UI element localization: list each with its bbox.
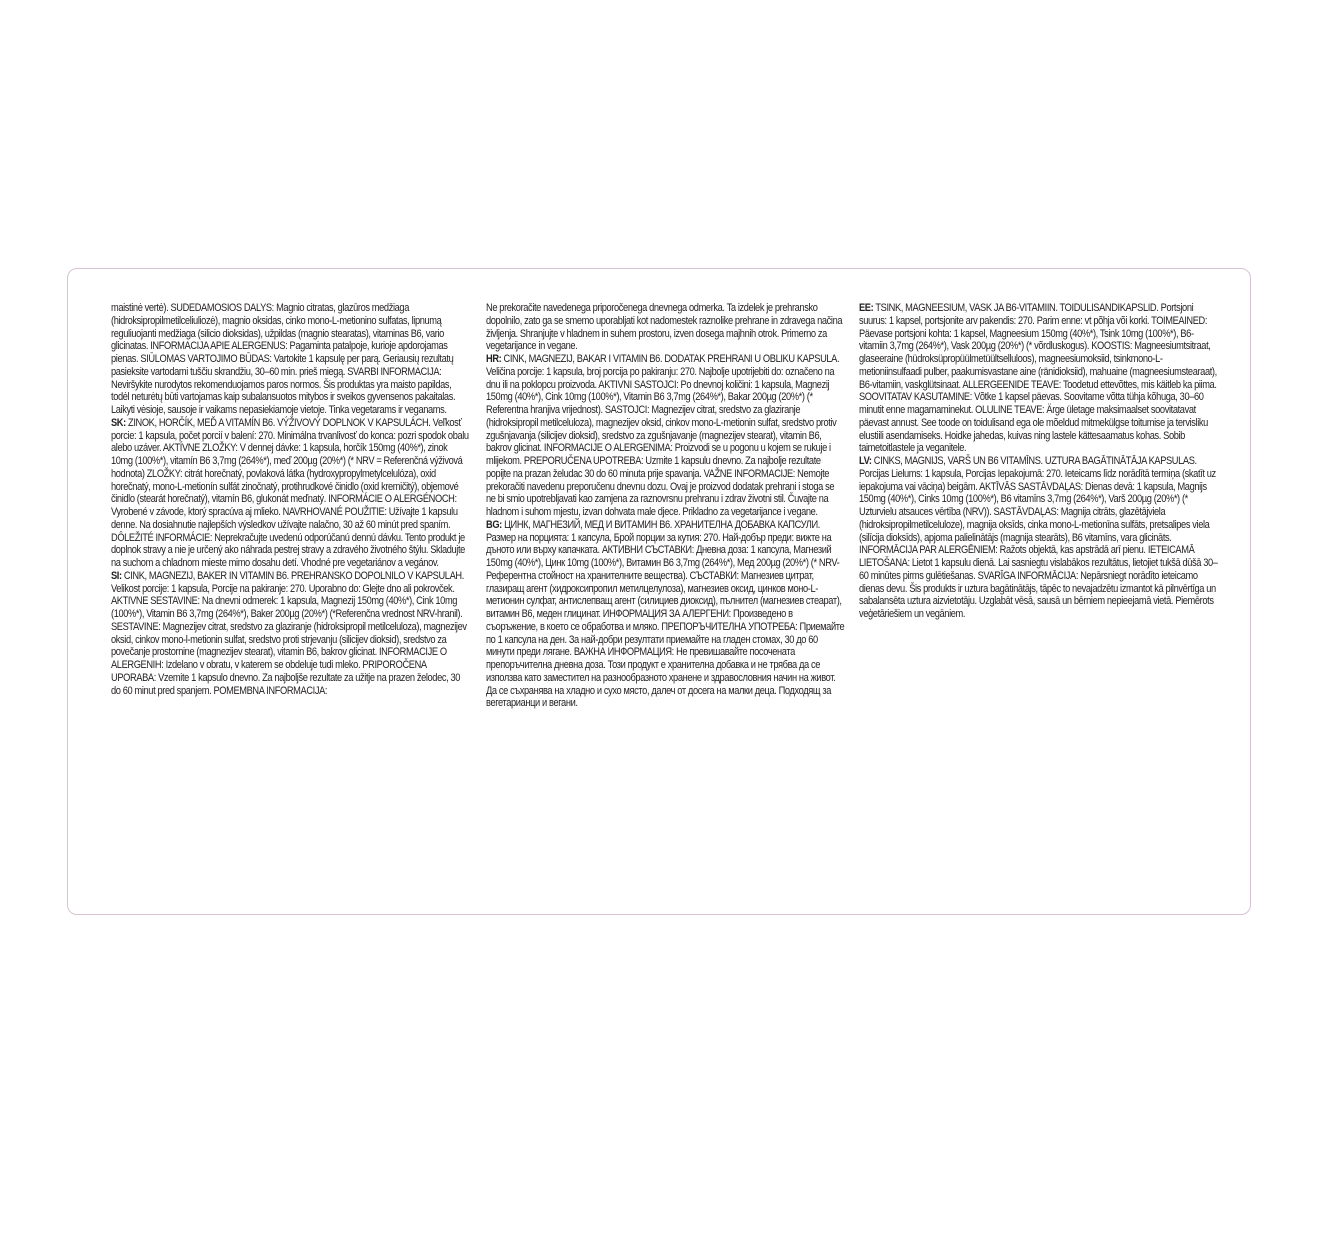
paragraph-text: CINK, MAGNEZIJ, BAKAR I VITAMIN B6. DODATAK PREHRANI U OBLIKU KAPSULA. Veličina porcije: 1 kapsula, broj porcija po pakiranju: 270. Najbolje upotrijebiti do: označeno na dnu ili na poklopcu proizvoda. AKTIVNI SASTOJCI: Po dnevnoj količini: 1 kapsula, Magnezij 150mg (40%*), Cink 10mg (100%*), Vitamin B6 3,7mg (264%*), Bakar 200µg (20%*) (* Referentna hranjiva vrijednost). SASTOJCI: Magnezijev citrat, sredstvo za glaziranje (hidroksipropil metilceluloza), magnezijev oksid, cinkov mono-L-metionin sulfat, sredstvo protiv zgušnjavanja (silicijev dioksid), sredstvo za zgušnjavanje (magnezijev stearat), vitamin B6, bakrov glicinat. INFORMACIJE O ALERGENIMA: Proizvodi se u pogonu u kojem se rukuje i mlijekom. PREPORUČENA UPOTREBA: Uzmite 1 kapsulu dnevno. Za najbolje rezultate popijte na prazan želudac 30 do 60 minuta prije spavanja. VAŽNE INFORMACIJE: Nemojte prekoračiti navedenu preporučenu dnevnu dozu. Ovaj je proizvod dodatak prehrani i stoga se ne bi smio upotrebljavati kao zamjena za raznovrsnu prehranu i zdrav životni stil. Čuvajte na hladnom i suhom mjestu, izvan dohvata male djece. Prikladno za vegetarijance i vegane. [486, 353, 840, 518]
paragraph-lt-continued [111, 302, 470, 417]
paragraph-text: ZINOK, HORČÍK, MEĎ A VITAMÍN B6. VÝŽIVOVÝ DOPLNOK V KAPSULÁCH. Veľkosť porcie: 1 kapsula, počet porcií v balení: 270. Minimálna trvanlivosť do konca: pozri spodok obalu alebo uzáver. AKTÍVNE ZLOŽKY: V dennej dávke: 1 kapsula, horčík 150mg (40%*), zinok 10mg (100%*), vitamín B6 3,7mg (264%*), meď 200µg (20%*) (* NRV = Referenčná výživová hodnota) ZLOŽKY: citrát horečnatý, povlaková látka (hydroxypropylmetylcelulóza), oxid horečnatý, mono-L-metionín sulfát zinočnatý, protihrudkové činidlo (oxid kremičitý), objemové činidlo (stearát horečnatý), vitamín B6, glukonát meďnatý. INFORMÁCIE O ALERGÉNOCH: Vyrobené v závode, ktorý spracúva aj mlieko. NAVRHOVANÉ POUŽITIE: Užívajte 1 kapsulu denne. Na dosiahnutie najlepších výsledkov užívajte nalačno, 30 až 60 minút pred spaním. DÔLEŽITÉ INFORMÁCIE: Neprekračujte uvedenú odporúčanú dennú dávku. Tento produkt je doplnok stravy a nie je určený ako náhrada pestrej stravy a zdravého životného štýlu. Skladujte na suchom a chladnom mieste mimo dosahu detí. Vhodné pre vegetariánov a vegánov. [111, 416, 469, 569]
paragraph-ee [859, 302, 1218, 455]
paragraph-text: maistinė vertė). SUDEDAMOSIOS DALYS: Magnio citratas, glazūros medžiaga (hidroksipropilmetilceliuliozė), magnio oksidas, cinko mono-L-metionino sulfatas, lipnumą reguliuojanti medžiaga (silicio dioksidas), užpildas (magnio stearatas), vitaminas B6, vario glicinatas. INFORMACIJA APIE ALERGENUS: Pagaminta patalpoje, kurioje apdorojamas pienas. SIŪLOMAS VARTOJIMO BŪDAS: Vartokite 1 kapsulę per parą. Geriausių rezultatų pasieksite vartodami tuščiu skrandžiu, 30–60 min. prieš miegą. SVARBI INFORMACIJA: Neviršykite nurodytos rekomenduojamos paros normos. Šis produktas yra maisto papildas, todėl neturėtų būti vartojamas kaip subalansuotos mitybos ir sveikos gyvensenos pakaitalas. Laikyti vėsioje, sausoje ir vaikams nepasiekiamoje vietoje. Tinka vegetarams ir veganams. [111, 302, 456, 416]
paragraph-si-continued [486, 302, 845, 353]
paragraph-text: CINK, MAGNEZIJ, BAKER IN VITAMIN B6. PREHRANSKO DOPOLNILO V KAPSULAH. Velikost porcije: 1 kapsula, Porcije na pakiranje: 270. Uporabno do: Glejte dno ali pokrovček. AKTIVNE SESTAVINE: Na dnevni odmerek: 1 kapsula, Magnezij 150mg (40%*), Cink 10mg (100%*), Vitamin B6 3,7mg (264%*), Baker 200µg (20%*) (*Referenčna vrednost NRV-hranil). SESTAVINE: Magnezijev citrat, sredstvo za glaziranje (hidroksipropil metilceluloza), magnezijev oksid, cinkov mono-l-metionin sulfat, sredstvo proti strjevanju (silicijev dioksid), sredstvo za povečanje prostornine (magnezijev stearat), vitamin B6, bakrov glicinat. INFORMACIJE O ALERGENIH: Izdelano v obratu, v katerem se obdeluje tudi mleko. PRIPOROČENA UPORABA: Vzemite 1 kapsulo dnevno. Za najboljše rezultate za užitje na prazen želodec, 30 do 60 minut pred spanjem. POMEMBNA INFORMACIJA: [111, 569, 467, 697]
label-text-panel [67, 268, 1251, 915]
paragraph-text: CINKS, MAGNIJS, VARŠ UN B6 VITAMĪNS. UZTURA BAGĀTINĀTĀJA KAPSULAS. Porcijas Lielums: 1 kapsula, Porcijas Iepakojumā: 270. Ieteicams līdz norādītā termiņa (skatīt uz iepakojuma vai vāciņa) beigām. AKTĪVĀS SASTĀVDAĻAS: Dienas devā: 1 kapsula, Magnijs 150mg (40%*), Cinks 10mg (100%*), B6 vitamīns 3,7mg (264%*), Varš 200µg (20%*) (* Uzturvielu atsauces vērtība (NRV)). SASTĀVDAĻAS: Magnija citrāts, glazētājviela (hidroksipropilmetilceluloze), magnija oksīds, cinka mono-L-metionīna sulfāts, pretsalipes viela (silīcija dioksīds), apjoma palielinātājs (magnija stearāts), B6 vitamīns, vara glicināts. INFORMĀCIJA PAR ALERGĒNIEM: Ražots objektā, kas apstrādā arī pienu. IETEICAMĀ LIETOŠANA: Lietot 1 kapsulu dienā. Lai sasniegtu vislabākos rezultātus, lietojiet tukšā dūšā 30–60 minūtes pirms gulētiešanas. SVARĪGA INFORMĀCIJA: Nepārsniegt norādīto ieteicamo dienas devu. Šis produkts ir uztura bagātinātājs, tāpēc to nevajadzētu izmantot kā pilnvērtīga un sabalansēta uztura aizvietotāju. Uzglabāt vēsā, sausā un bērniem nepieejamā vietā. Piemērots veģetāriešiem un vegāniem. [859, 455, 1218, 620]
language-code: EE: [859, 302, 874, 314]
paragraph-bg [486, 519, 845, 710]
text-column-2 [486, 302, 845, 710]
language-code: SI: [111, 569, 122, 582]
text-column-3 [859, 302, 1218, 621]
paragraph-text: ЦИНК, МАГНЕЗИЙ, МЕД И ВИТАМИН B6. ХРАНИТЕЛНА ДОБАВКА КАПСУЛИ. Размер на порцията: 1 капсула, Брой порции за кутия: 270. Най-добър преди: вижте на дъното или върху капачката. АКТИВНИ СЪСТАВКИ: Дневна доза: 1 капсула, Магнезий 150mg (40%*), Цинк 10mg (100%*), Витамин B6 3,7mg (264%*), Мед 200µg (20%*) (* NRV-Референтна стойност на хранителните вещества). СЪСТАВКИ: Магнезиев цитрат, глазиращ агент (хидроксипропил метилцелулоза), магнезиев оксид, цинков моно-L-метионин сулфат, антислепващ агент (силициев диоксид), пълнител (магнезиев стеарат), витамин B6, меден глицинат. ИНФОРМАЦИЯ ЗА АЛЕРГЕНИ: Произведено в съоръжение, в което се обработва и мляко. ПРЕПОРЪЧИТЕЛНА УПОТРЕБА: Приемайте по 1 капсула на ден. За най-добри резултати приемайте на гладен стомах, 30 до 60 минути преди лягане. ВАЖНА ИНФОРМАЦИЯ: Не превишавайте посочената препоръчителна дневна доза. Този продукт е хранителна добавка и не трябва да се използва като заместител на разнообразното хранене и здравословния начин на живот. Да се съхранява на хладно и сухо място, далеч от досега на малки деца. Подходящ за вегетарианци и вегани. [486, 518, 845, 710]
paragraph-sk [111, 417, 470, 570]
paragraph-si [111, 570, 470, 698]
paragraph-text: TSINK, MAGNEESIUM, VASK JA B6-VITAMIIN. TOIDULISANDIKAPSLID. Portsjoni suurus: 1 kapsel, portsjonite arv pakendis: 270. Parim enne: vt põhja või korki. TOIMEAINED: Päevase portsjoni kohta: 1 kapsel, Magneesium 150mg (40%*), Tsink 10mg (100%*), B6-vitamiin 3,7mg (264%*), Vask 200µg (20%*) (* võrdluskogus). KOOSTIS: Magneesiumtsitraat, glaseeraine (hüdroksüpropüülmetüültselluloos), magneesiumoksiid, tsinkmono-L-metioniinsulfaadi pulber, paakumisvastane aine (ränidioksiid), mahuaine (magneesiumstearaat), B6-vitamiin, vaskglütsinaat. ALLERGEENIDE TEAVE: Toodetud ettevõttes, mis käitleb ka piima. SOOVITATAV KASUTAMINE: Võtke 1 kapsel päevas. Soovitame võtta tühja kõhuga, 30–60 minutit enne magamaminekut. OLULINE TEAVE: Ärge ületage maksimaalset soovitatavat päevast annust. See toode on toidulisand ega ole mõeldud mitmekülgse toitumise ja tervisliku elustiili asendamiseks. Hoidke jahedas, kuivas ning lastele kättesaamatus kohas. Sobib taimetoitlastele ja veganitele. [859, 302, 1217, 455]
paragraph-hr [486, 353, 845, 519]
language-code: LV: [859, 455, 872, 467]
language-code: BG: [486, 518, 502, 531]
text-column-1 [111, 302, 470, 697]
language-code: HR: [486, 353, 502, 365]
paragraph-lv [859, 455, 1218, 621]
language-code: SK: [111, 416, 126, 429]
paragraph-text: Ne prekoračite navedenega priporočenega dnevnega odmerka. Ta izdelek je prehransko dopolnilo, zato ga se smemo uporabljati kot nadomestek raznolike prehrane in zdravega načina življenja. Shranjujte v hladnem in suhem prostoru, izven dosega majhnih otrok. Primerno za vegetarijance in vegane. [486, 302, 843, 353]
